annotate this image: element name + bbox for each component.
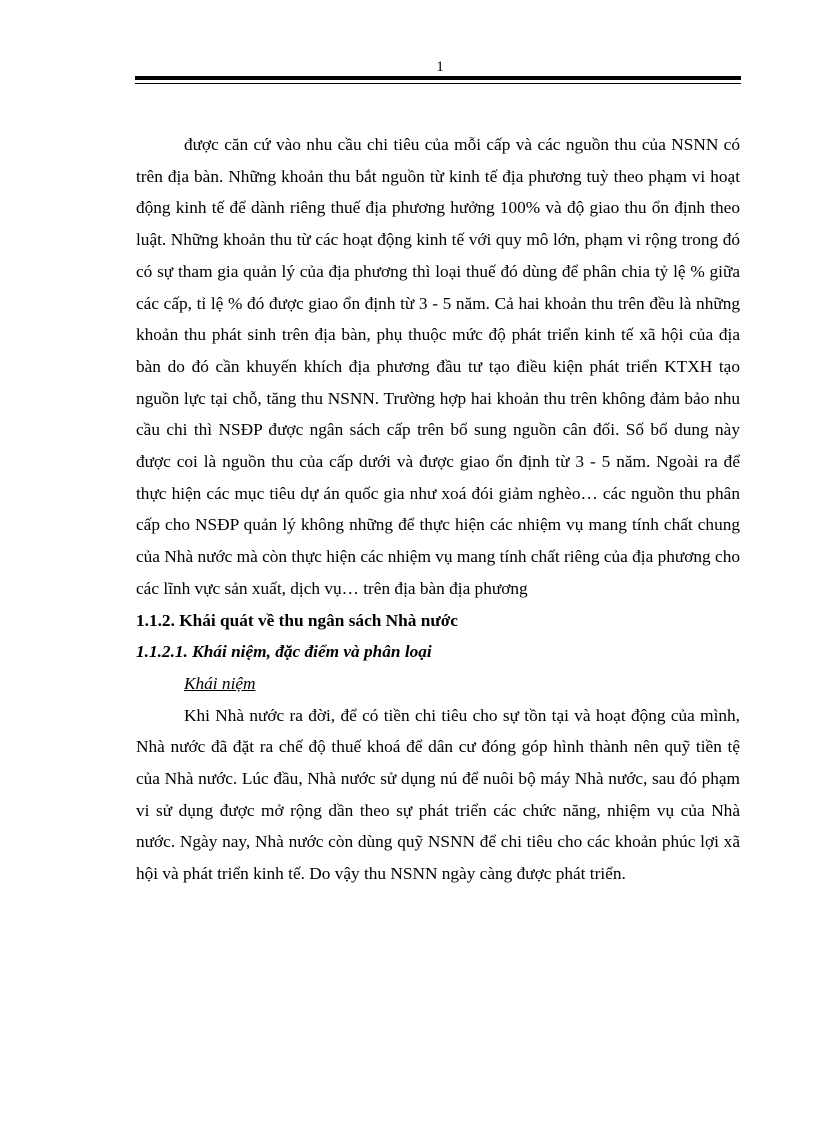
page-number: 1: [436, 59, 444, 75]
subsection-heading: 1.1.2.1. Khái niệm, đặc điểm và phân loại: [136, 642, 432, 662]
concept-subheading: Khái niệm: [184, 673, 256, 693]
body-paragraph-1: được căn cứ vào nhu cầu chi tiêu của mỗi cấp và các nguồn thu của NSNN có trên địa bàn. Những khoản thu bắt nguồn từ kinh tế địa phương tuỳ theo phạm vi hoạt động kinh tế để dành riêng thuế địa phương hưởng 100% và độ giao thu ổn định theo luật. Những khoản thu từ các hoạt động kinh tế với quy mô lớn, phạm vi rộng trong đó có sự tham gia quản lý của địa phương thì loại thuế đó dùng để phân chia tỷ lệ % giữa các cấp, tỉ lệ % đó được giao ổn định từ 3 - 5 năm. Cả hai khoản thu trên đều là những khoản thu phát sinh trên địa bàn, phụ thuộc mức độ phát triển kinh tế xã hội của địa bàn do đó cần khuyến khích địa phương đầu tư tạo điều kiện phát triển KTXH tạo nguồn lực tại chỗ, tăng thu NSNN. Trường hợp hai khoản thu trên không đảm bảo nhu cầu chi thì NSĐP được ngân sách cấp trên bổ sung nguồn cân đối. Số bổ dung này được coi là nguồn thu của cấp dưới và được giao ổn định từ 3 - 5 năm. Ngoài ra để thực hiện các mục tiêu dự án quốc gia như xoá đói giảm nghèo… các nguồn thu phân cấp cho NSĐP quản lý không những để thực hiện các nhiệm vụ mang tính chất chung của Nhà nước mà còn thực hiện các nhiệm vụ mang tính chất riêng của địa phương cho các lĩnh vực sản xuất, dịch vụ… trên địa bàn địa phương: [136, 135, 740, 598]
body-paragraph-2: Khi Nhà nước ra đời, để có tiền chi tiêu cho sự tồn tại và hoạt động của mình, Nhà nước đã đặt ra chế độ thuế khoá để dân cư đóng góp hình thành nên quỹ tiền tệ của Nhà nước. Lúc đầu, Nhà nước sử dụng nú để nuôi bộ máy Nhà nước, sau đó phạm vi sử dụng được mở rộng dần theo sự phát triển các chức năng, nhiệm vụ của Nhà nước. Ngày nay, Nhà nước còn dùng quỹ NSNN để chi tiêu cho các khoản phúc lợi xã hội và phát triển kinh tế. Do vậy thu NSNN ngày càng được phát triển.: [136, 705, 740, 884]
header-rule-thin: [135, 83, 741, 84]
document-body: [136, 129, 740, 890]
section-heading: 1.1.2. Khái quát về thu ngân sách Nhà nước: [136, 610, 458, 630]
header-rule-thick: [135, 76, 741, 80]
